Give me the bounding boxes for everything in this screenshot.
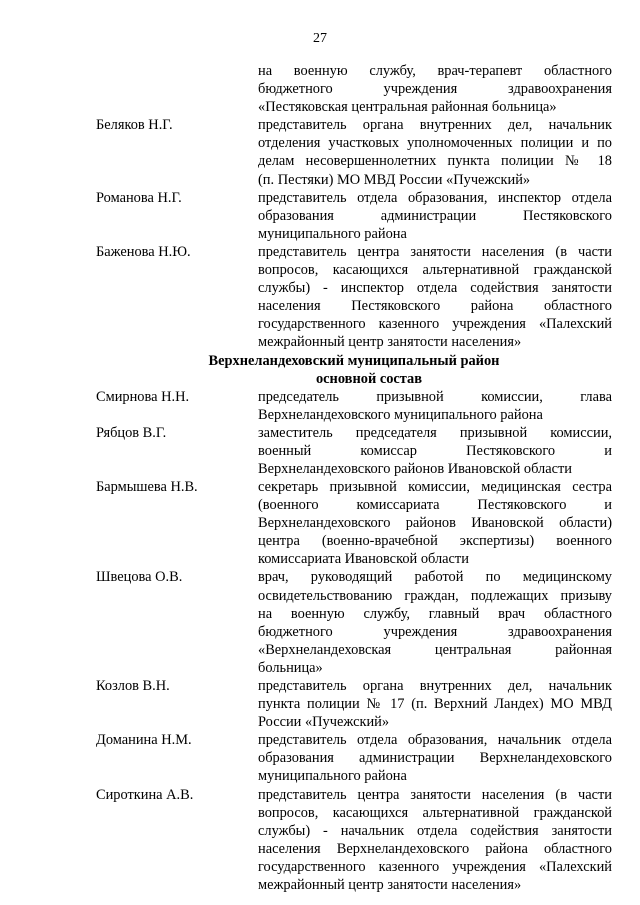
description-line: представитель центра занятости населения (в части [258, 243, 612, 260]
continuation-entry [96, 62, 612, 116]
description-line: представитель отдела образования, инспектор отдела [258, 189, 612, 206]
description-line: государственного казенного учреждения «Палехский [258, 316, 612, 333]
description-line: России «Пучежский» [258, 714, 390, 731]
member-entry [96, 388, 612, 424]
member-name: Рябцов В.Г. [96, 424, 167, 441]
member-entry [96, 424, 612, 478]
description-line: председатель призывной комиссии, глава [258, 388, 612, 405]
description-line: освидетельствованию граждан, подлежащих призыву [258, 587, 612, 604]
member-description [258, 568, 612, 677]
member-name: Швецова О.В. [96, 569, 183, 586]
member-name: Баженова Н.Ю. [96, 243, 191, 260]
section-subtitle: основной состав [315, 370, 423, 387]
member-name: Романова Н.Г. [96, 189, 182, 206]
page-number: 27 [313, 31, 327, 46]
member-entry [96, 478, 612, 568]
description-line: межрайонный центр занятости населения» [258, 877, 522, 894]
member-name: Козлов В.Н. [96, 678, 170, 694]
member-description [258, 478, 612, 568]
description-line: военный комиссар Пестяковского и [258, 442, 612, 459]
description-line: межрайонный центр занятости населения» [258, 334, 522, 351]
member-description [258, 243, 612, 352]
member-description [258, 189, 612, 243]
member-name: Сироткина А.В. [96, 786, 194, 803]
description-line: больница» [258, 659, 323, 676]
description-line: бюджетного учреждения здравоохранения [258, 623, 612, 640]
description-line: муниципального района [258, 768, 407, 785]
description-line: службы) - инспектор отдела содействия занятости [258, 280, 612, 297]
description-line: на военную службу, главный врач областного [258, 605, 612, 622]
member-entry [96, 568, 612, 677]
description-line: (п. Пестяки) МО МВД России «Пучежский» [258, 171, 531, 188]
description-line: образования администрации Верхнеландеховского [258, 750, 612, 767]
description-line: Верхнеландеховского муниципального района [258, 406, 543, 423]
description-line: населения Пестяковского района областного [258, 298, 612, 315]
description-line: представитель центра занятости населения (в части [258, 786, 612, 803]
description-line: делам несовершеннолетних пункта полиции № 18 [258, 153, 612, 170]
member-entry [96, 731, 612, 785]
member-description [258, 388, 612, 424]
description-line: представитель органа внутренних дел, начальник [258, 117, 612, 134]
description-line: на военную службу, врач-терапевт областного [258, 63, 612, 79]
member-description [258, 731, 612, 785]
description-line: «Пестяковская центральная районная больница» [258, 99, 557, 116]
member-description [258, 786, 612, 895]
description-line: вопросов, касающихся альтернативной гражданской [258, 804, 612, 821]
description-line: врач, руководящий работой по медицинскому [258, 569, 612, 586]
description-line: службы) - начальник отдела содействия занятости [258, 822, 612, 839]
description-line: Верхнеландеховского районов Ивановской области) [258, 515, 612, 532]
member-entry [96, 786, 612, 895]
description-line: «Верхнеландеховская центральная районная [258, 641, 612, 658]
description-line: пункта полиции № 17 (п. Верхний Ландех) МО МВД [258, 696, 612, 713]
member-entry [96, 189, 612, 243]
member-description [258, 62, 612, 116]
member-entry [96, 116, 612, 188]
description-line: представитель органа внутренних дел, начальник [258, 678, 612, 694]
member-name: Бармышева Н.В. [96, 478, 198, 495]
description-line: заместитель председателя призывной комиссии, [258, 424, 612, 441]
description-line: Верхнеландеховского районов Ивановской области [258, 460, 572, 477]
member-description [258, 677, 612, 731]
description-line: муниципального района [258, 225, 407, 242]
member-name: Доманина Н.М. [96, 732, 192, 749]
member-description [258, 424, 612, 478]
description-line: представитель отдела образования, начальник отдела [258, 732, 612, 749]
description-line: (военного комиссариата Пестяковского и [258, 497, 612, 514]
description-line: бюджетного учреждения здравоохранения [258, 81, 612, 98]
description-line: населения Верхнеландеховского района областного [258, 840, 612, 857]
section-title: Верхнеландеховский муниципальный район [208, 352, 500, 369]
description-line: секретарь призывной комиссии, медицинская сестра [258, 478, 612, 495]
description-line: отделения участковых уполномоченных полиции и по [258, 135, 612, 152]
description-line: центра (военно-врачебной экспертизы) военного [258, 533, 612, 550]
document-body [96, 62, 612, 894]
member-entry [96, 677, 612, 731]
member-name: Беляков Н.Г. [96, 117, 173, 134]
description-line: вопросов, касающихся альтернативной гражданской [258, 262, 612, 279]
description-line: образования администрации Пестяковского [258, 207, 612, 224]
description-line: комиссариата Ивановской области [258, 551, 469, 568]
member-name: Смирнова Н.Н. [96, 388, 190, 405]
member-description [258, 116, 612, 188]
member-entry [96, 243, 612, 352]
description-line: государственного казенного учреждения «Палехский [258, 858, 612, 875]
